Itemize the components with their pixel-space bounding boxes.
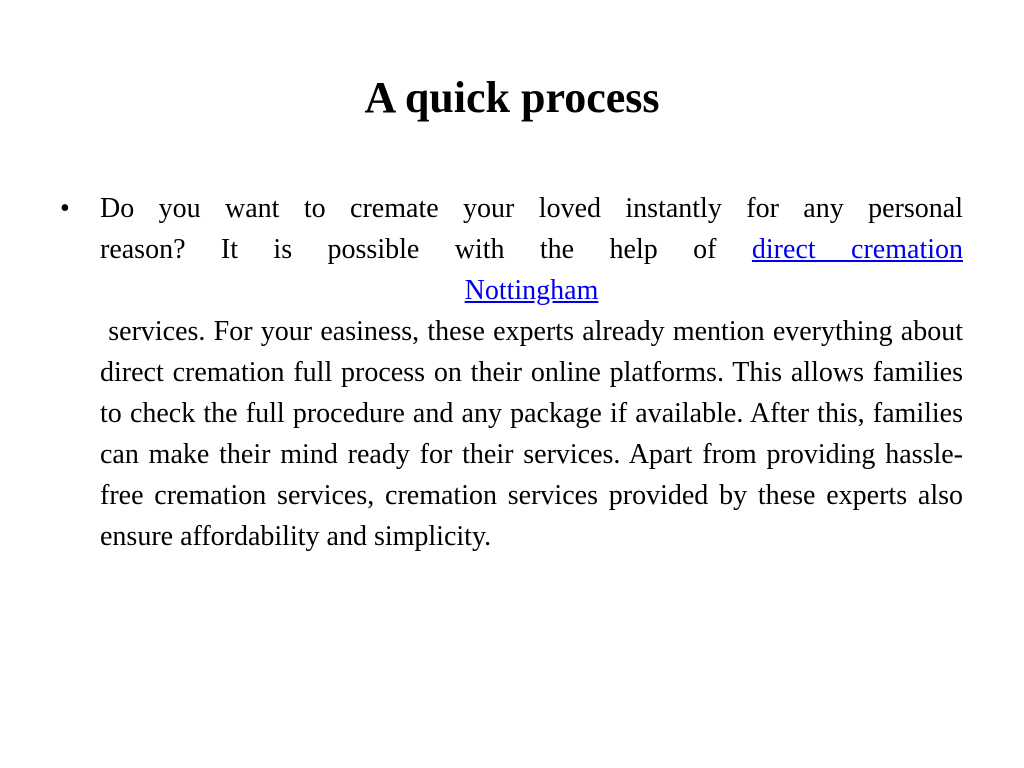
bullet-icon: •: [60, 193, 70, 224]
link-line: [100, 270, 963, 311]
bullet-item: [60, 188, 963, 557]
paragraph-body: [100, 311, 963, 557]
bullet-list: [60, 188, 963, 557]
paragraph-rest: services. For your easiness, these experts already mention everything about direct cremation full process on their online platforms. This allows families to check the full procedure and any package if available. After this, families can make their mind ready for their services. Apart from providing hassle-free cremation services, cremation services provided by these experts also ensure affordability and simplicity.: [100, 316, 964, 552]
paragraph-line-1: Do you want to cremate your loved instantly for any personal: [100, 193, 963, 224]
paragraph-line-2: [100, 229, 963, 270]
paragraph-line-2-text: reason? It is possible with the help of: [100, 234, 717, 265]
slide-title: A quick process: [364, 73, 660, 122]
direct-cremation-link[interactable]: direct cremation: [751, 234, 964, 265]
nottingham-link[interactable]: Nottingham: [464, 275, 599, 306]
